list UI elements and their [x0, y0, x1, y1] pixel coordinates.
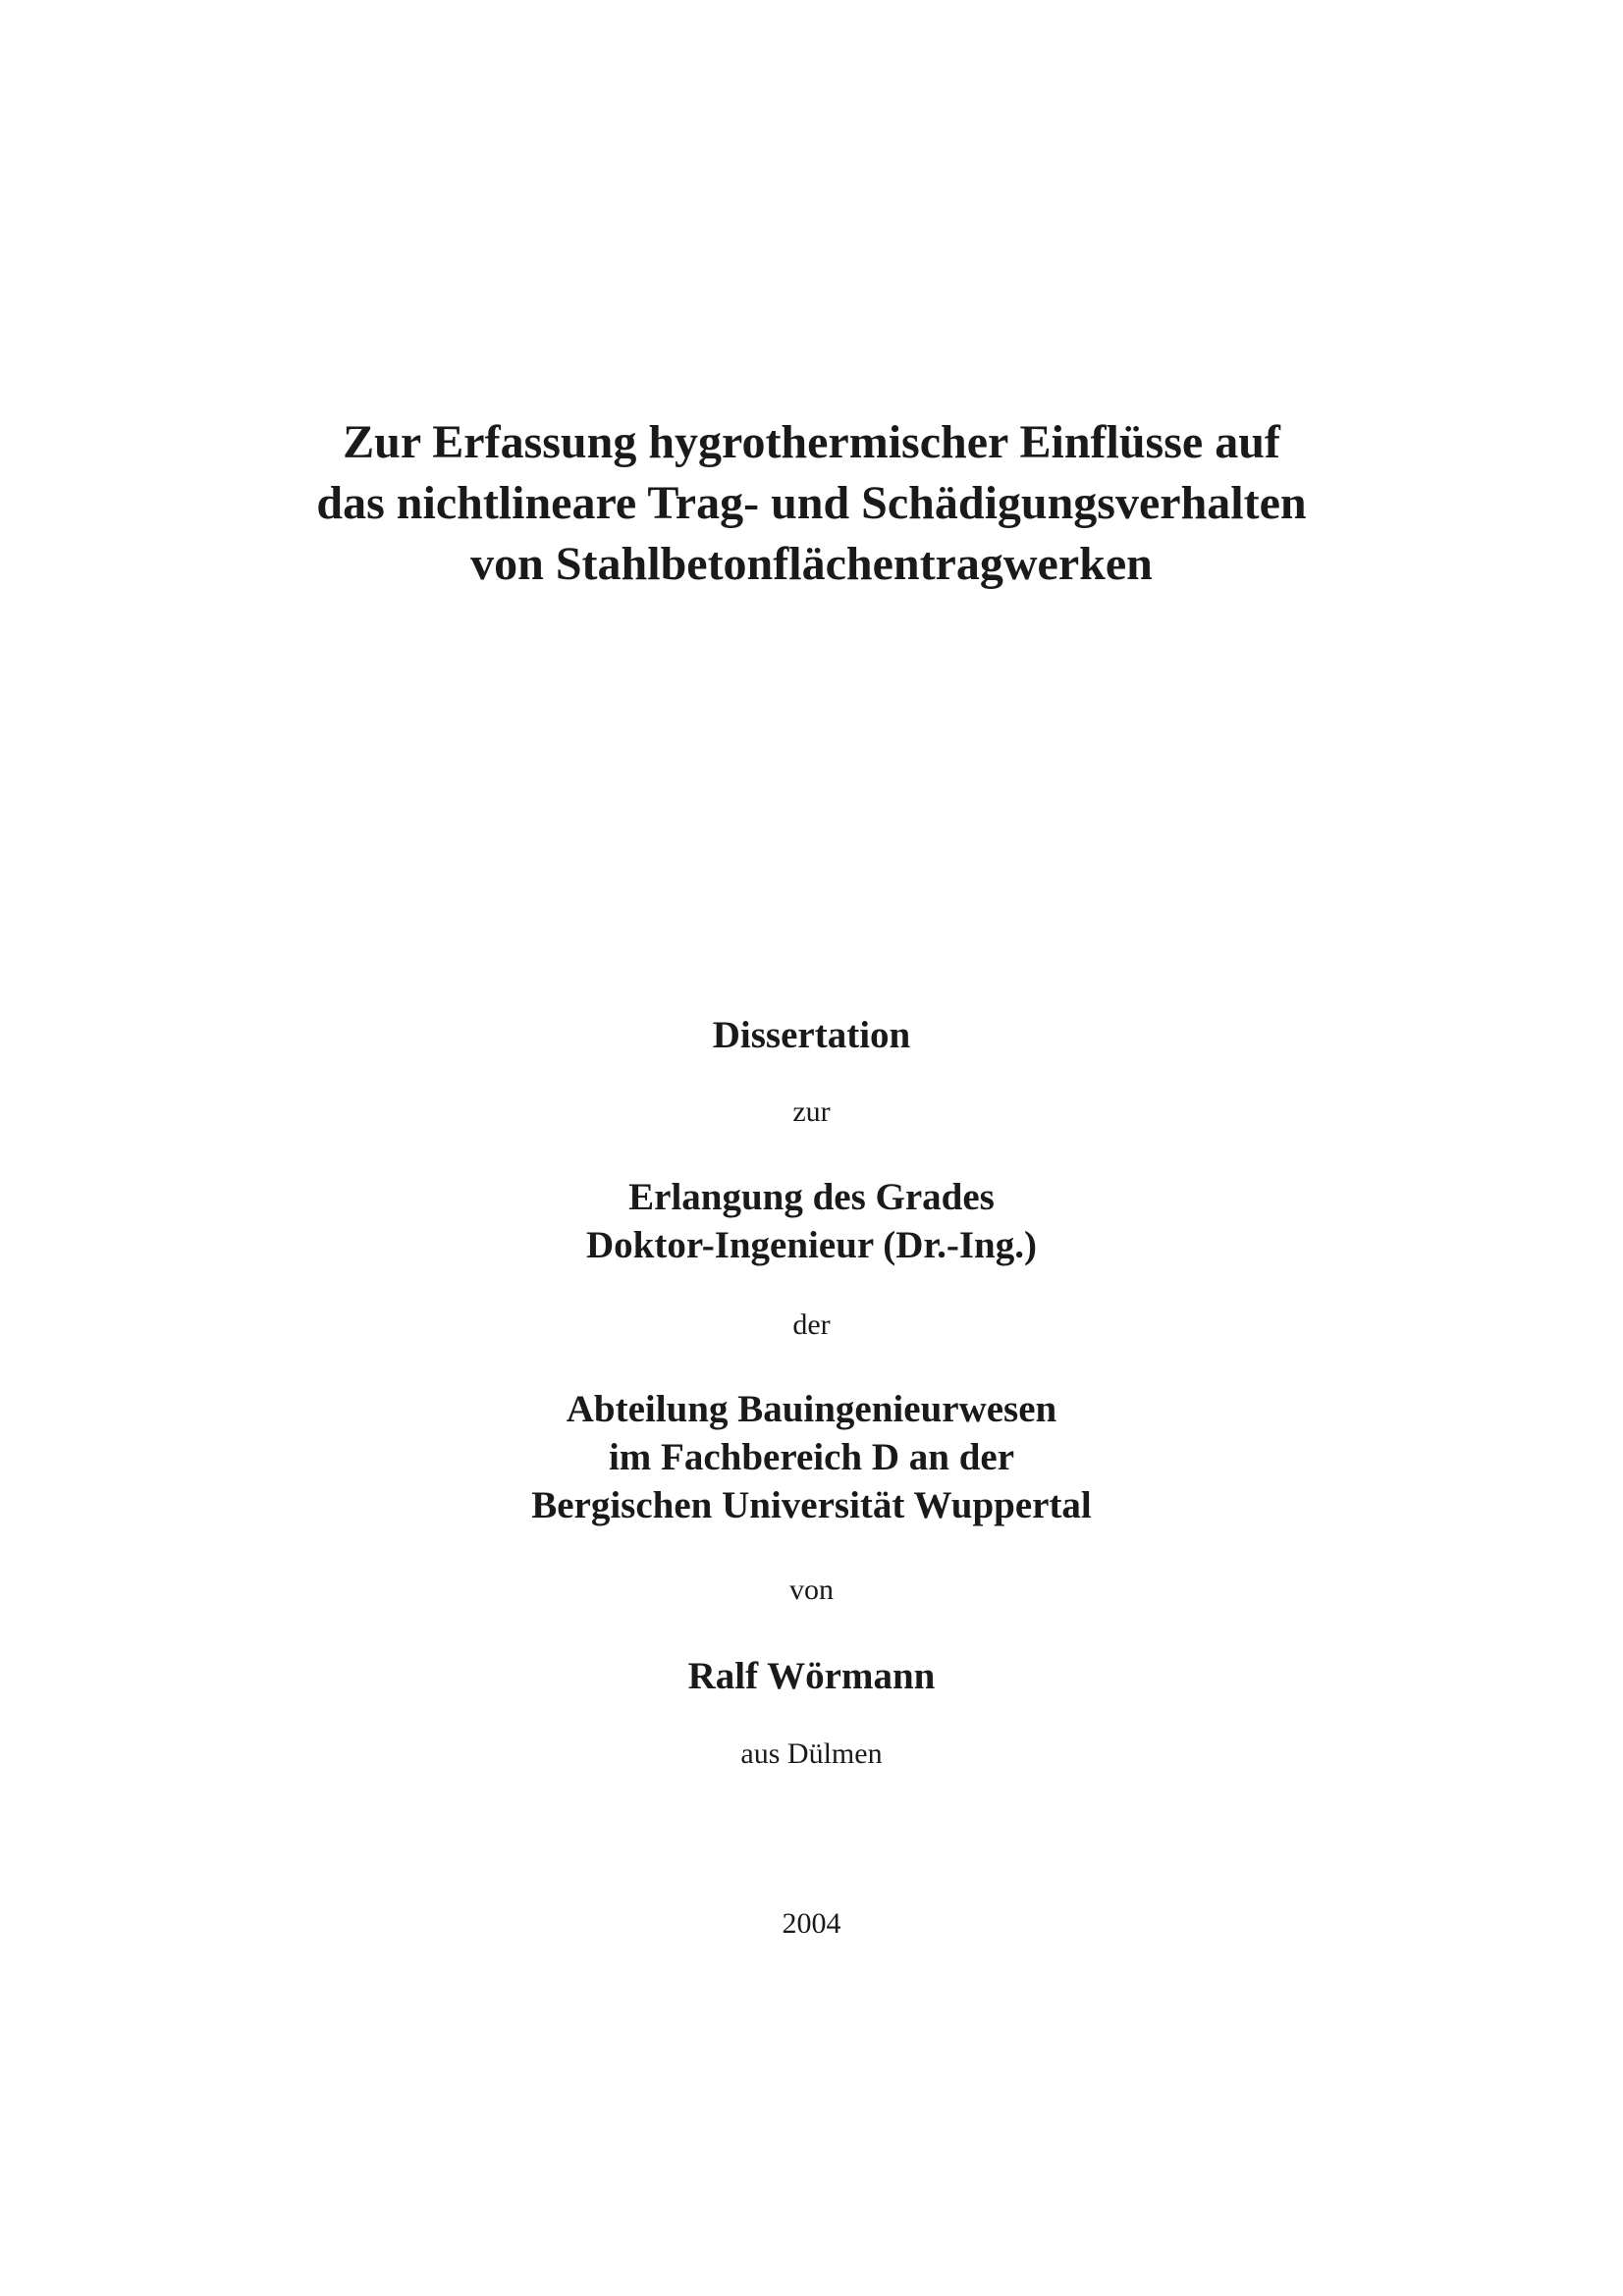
title-line: Zur Erfassung hygrothermischer Einflüsse auf — [343, 416, 1280, 468]
title-line: das nichtlineare Trag- und Schädigungsverhalten — [316, 477, 1307, 529]
title-line: von Stahlbetonflächentragwerken — [470, 538, 1153, 590]
connector-von: von — [789, 1574, 834, 1606]
degree-line: Doktor-Ingenieur (Dr.-Ing.) — [586, 1224, 1037, 1266]
year: 2004 — [782, 1907, 841, 1940]
connector-zur: zur — [792, 1095, 831, 1128]
degree-line: Erlangung des Grades — [628, 1176, 995, 1218]
document-type: Dissertation — [712, 1014, 911, 1056]
connector-der: der — [792, 1308, 831, 1341]
author-name: Ralf Wörmann — [687, 1655, 936, 1697]
document-title — [0, 412, 1623, 595]
institution-line: Abteilung Bauingenieurwesen — [566, 1388, 1057, 1430]
author-origin: aus Dülmen — [740, 1737, 883, 1770]
institution-line: im Fachbereich D an der — [608, 1436, 1015, 1478]
institution — [0, 1385, 1623, 1529]
degree — [0, 1173, 1623, 1269]
institution-line: Bergischen Universität Wuppertal — [531, 1484, 1092, 1526]
